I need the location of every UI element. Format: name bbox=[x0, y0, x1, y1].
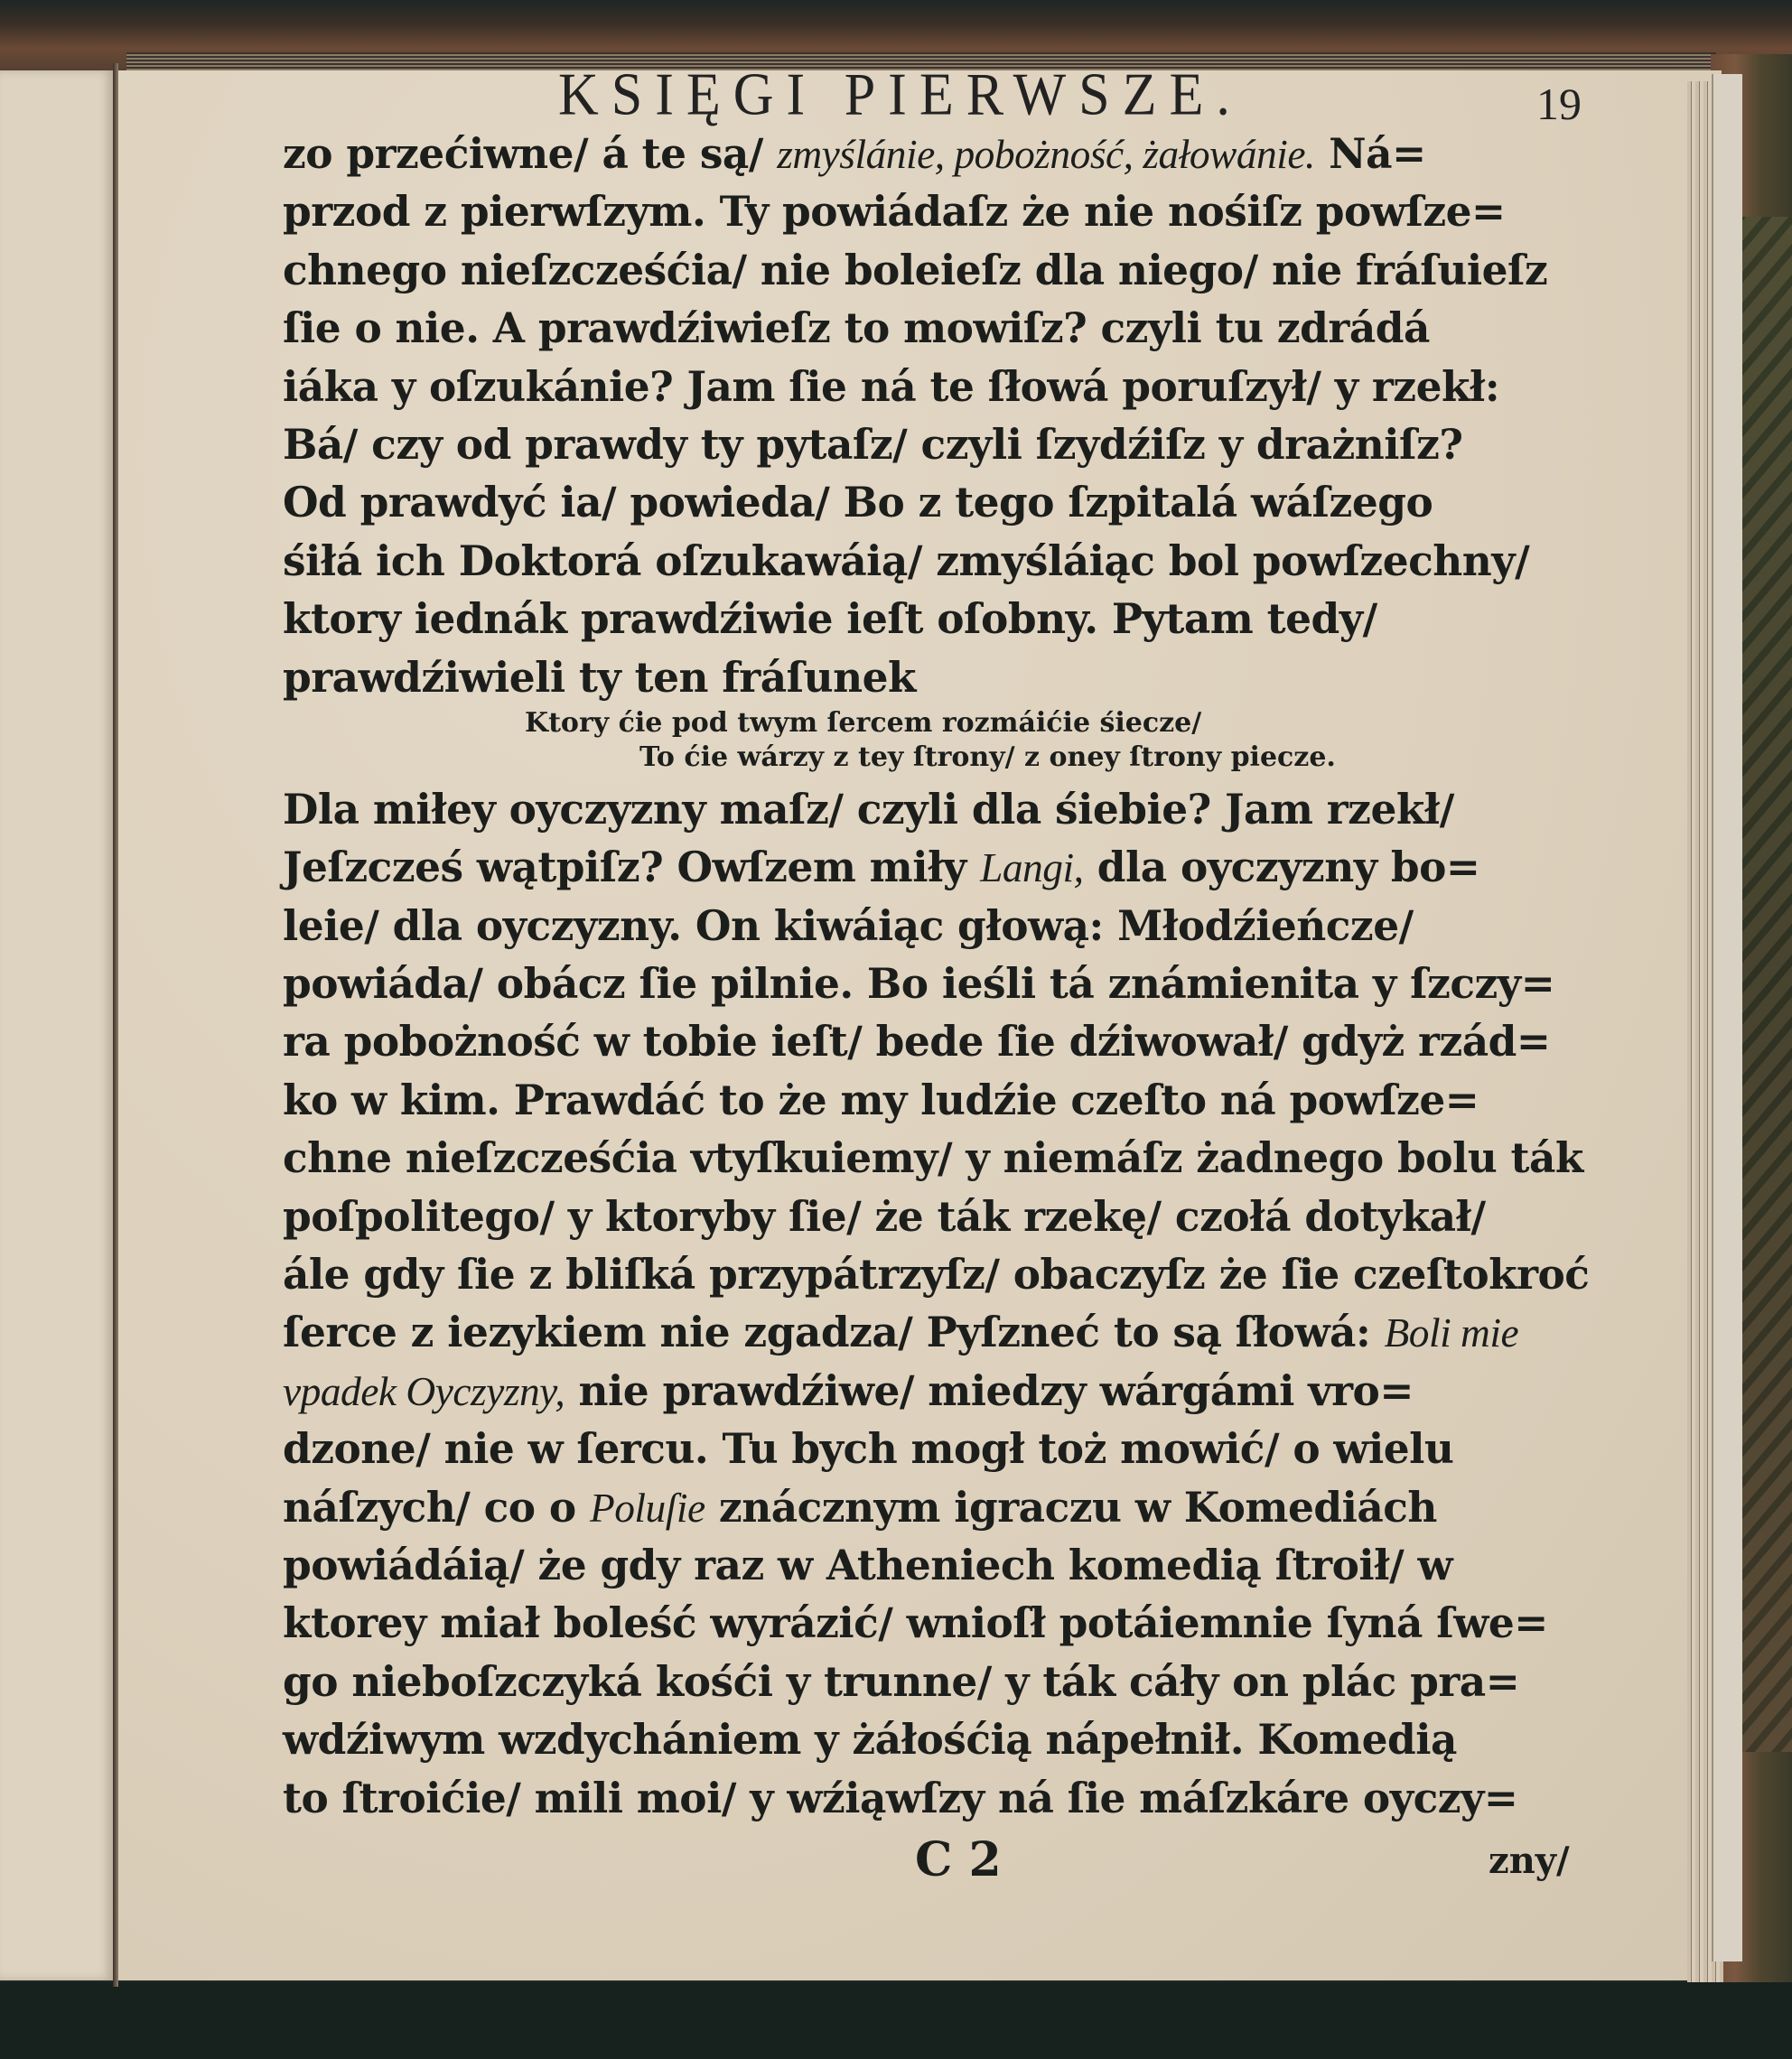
text-line bbox=[283, 955, 1619, 1012]
text-span: dzone/ nie w ſercu. Tu bych mogł toż mowić/ o wielu bbox=[283, 1424, 1454, 1474]
text-span: ko w kim. Prawdáć to że my ludźie czeſto ná powſze= bbox=[283, 1075, 1479, 1124]
text-span: to ſtroićie/ mili moi/ y wźiąwſzy ná ſie máſzkáre oyczy= bbox=[283, 1773, 1518, 1822]
text-line bbox=[283, 241, 1619, 299]
text-span: Jeſzcześ wątpiſz? Owſzem miły bbox=[283, 843, 981, 892]
text-line bbox=[283, 838, 1619, 896]
text-span: ſerce z iezykiem nie zgadza/ Pyſzneć to są ſłowá: bbox=[283, 1308, 1385, 1357]
text-span: zo przećiwne/ á te są/ bbox=[283, 129, 778, 178]
signature-mark: C 2 bbox=[915, 1831, 1002, 1887]
text-line bbox=[283, 1536, 1619, 1594]
italic-span: vpadek Oyczyzny, bbox=[283, 1367, 565, 1414]
body-text bbox=[283, 125, 1638, 706]
text-span: náſzych/ co o bbox=[283, 1482, 590, 1532]
text-line bbox=[283, 1071, 1619, 1129]
text-span: ktory iednák prawdźiwie ieſt oſobny. Pytam tedy/ bbox=[283, 594, 1377, 644]
text-span: Od prawdyć ia/ powieda/ Bo z tego ſzpitalá wáſzego bbox=[283, 478, 1433, 527]
page-text-block bbox=[283, 54, 1638, 1899]
text-line bbox=[283, 1478, 1619, 1536]
text-span: powiádáią/ że gdy raz w Atheniech komedią ſtroił/ w bbox=[283, 1540, 1453, 1589]
text-span: znácznym igraczu w Komediách bbox=[705, 1482, 1437, 1532]
text-span: wdźiwym wzdychániem y żáłośćią nápełnił. Komedią bbox=[283, 1715, 1457, 1765]
text-line bbox=[283, 1245, 1619, 1303]
text-line bbox=[283, 299, 1619, 357]
left-page bbox=[0, 70, 113, 1980]
running-title: KSIĘGI PIERWSZE. bbox=[558, 61, 1243, 128]
text-line bbox=[283, 1653, 1619, 1710]
verse-line: To ćie wárzy z tey ſtrony/ z oney ſtrony piecze. bbox=[639, 741, 1336, 773]
italic-span: Boli mie bbox=[1384, 1309, 1519, 1356]
text-line bbox=[283, 1012, 1619, 1070]
italic-span: Poluſie bbox=[589, 1484, 705, 1531]
text-span: leie/ dla oyczyzny. On kiwáiąc głową: Młodźieńcze/ bbox=[283, 900, 1414, 950]
text-span: przod z pierwſzym. Ty powiádaſz że nie nośiſz powſze= bbox=[283, 187, 1506, 237]
text-line bbox=[283, 1710, 1619, 1768]
text-span: ſie o nie. A prawdźiwieſz to mowiſz? czyli tu zdrádá bbox=[283, 303, 1430, 353]
verse-quote bbox=[283, 706, 1638, 775]
text-line bbox=[283, 1362, 1619, 1420]
text-span: chnego nieſzcześćia/ nie boleieſz dla niego/ nie fráſuieſz bbox=[283, 245, 1548, 294]
text-span: nie prawdźiwe/ miedzy wárgámi vro= bbox=[565, 1365, 1414, 1415]
text-span: dla oyczyzny bo= bbox=[1083, 843, 1480, 892]
text-line bbox=[283, 358, 1619, 415]
text-line bbox=[283, 590, 1619, 648]
text-line bbox=[283, 1769, 1619, 1827]
text-line bbox=[283, 473, 1619, 531]
text-span: chne nieſzcześćia vtyſkuiemy/ y niemáſz żadnego bolu ták bbox=[283, 1133, 1583, 1183]
text-line bbox=[283, 780, 1619, 838]
italic-span: Langi, bbox=[980, 844, 1084, 891]
text-line bbox=[283, 1129, 1619, 1187]
page-footer bbox=[283, 1827, 1638, 1899]
text-span: Bá/ czy od prawdy ty pytaſz/ czyli ſzydźiſz y drażniſz? bbox=[283, 419, 1463, 469]
text-line bbox=[283, 532, 1619, 590]
text-line bbox=[283, 1303, 1619, 1361]
text-span: Dla miłey oyczyzny maſz/ czyli dla śiebie? Jam rzekł/ bbox=[283, 784, 1454, 834]
text-line bbox=[283, 1188, 1619, 1245]
background-surface bbox=[0, 1982, 1792, 2059]
text-line bbox=[283, 125, 1619, 182]
text-line bbox=[283, 1594, 1619, 1652]
text-span: iáka y oſzukánie? Jam ſie ná te ſłowá poruſzył/ y rzekł: bbox=[283, 361, 1500, 411]
text-line bbox=[283, 415, 1619, 473]
text-span: ále gdy ſie z bliſká przypátrzyſz/ obaczyſz że ſie czeſtokroć bbox=[283, 1250, 1590, 1300]
text-span: ktorey miał boleść wyrázić/ wnioſł potáiemnie ſyná ſwe= bbox=[283, 1598, 1548, 1648]
italic-span: zmyślánie, pobożność, żałowánie. bbox=[777, 131, 1315, 177]
text-span: śiłá ich Doktorá oſzukawáią/ zmyśláiąc bol powſzechny/ bbox=[283, 536, 1530, 585]
text-span: prawdźiwieli ty ten fráſunek bbox=[283, 652, 917, 702]
text-span: poſpolitego/ y ktoryby ſie/ że ták rzekę/ czołá dotykał/ bbox=[283, 1191, 1486, 1241]
text-span: Ná= bbox=[1314, 129, 1426, 178]
text-line bbox=[283, 1420, 1619, 1477]
text-span: powiáda/ obácz ſie pilnie. Bo ieśli tá známienita y ſzczy= bbox=[283, 959, 1555, 1009]
flyleaf bbox=[1712, 74, 1742, 1961]
text-line bbox=[283, 182, 1619, 240]
verse-line: Ktory ćie pod twym ſercem rozmáićie śiecze/ bbox=[525, 706, 1202, 739]
body-text-continued bbox=[283, 780, 1638, 1827]
text-span: ra pobożność w tobie ieſt/ bede ſie dźiwował/ gdyż rzád= bbox=[283, 1017, 1551, 1067]
text-line bbox=[283, 648, 1619, 706]
text-span: go nieboſzczyká kośći y trunne/ y ták cáły on plác pra= bbox=[283, 1656, 1520, 1706]
page-number: 19 bbox=[1536, 79, 1582, 129]
running-head bbox=[283, 54, 1638, 129]
text-line bbox=[283, 897, 1619, 955]
catchword: zny/ bbox=[1489, 1839, 1570, 1882]
